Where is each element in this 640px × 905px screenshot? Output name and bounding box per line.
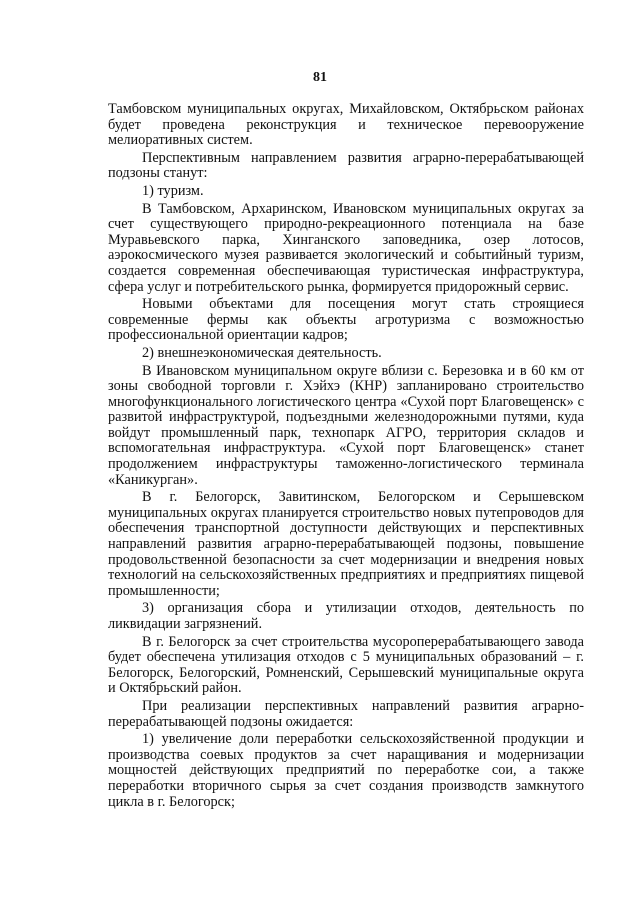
paragraph-11: При реализации перспективных направлений развития аграрно-перерабатывающей подзоны ожидается: (108, 697, 584, 730)
page-number: 81 (313, 70, 327, 85)
paragraph-12: 1) увеличение доли переработки сельскохозяйственной продукции и производства соевых продуктов за счет наращивания и модернизации мощностей действующих предприятий по переработке сои, а также переработки вторичного сырья за счет создания производств замкнутого цикла в г. Белогорск; (108, 731, 584, 810)
paragraph-4: В Тамбовском, Архаринском, Ивановском муниципальных округах за счет существующего природно-рекреационного потенциала на базе Муравьевского парка, Хинганского заповедника, озер лотосов, аэрокосмического музея развивается экологический и событийный туризм, создается современная обеспечивающая туристическая инфраструктура, сфера услуг и потребительского рынка, формируется придорожный сервис. (108, 200, 584, 295)
paragraph-1: Тамбовском муниципальных округах, Михайловском, Октябрьском районах будет проведена реконструкция и техническое перевооружение мелиоративных систем. (108, 101, 584, 149)
paragraph-6: 2) внешнеэкономическая деятельность. (142, 344, 382, 361)
paragraph-10: В г. Белогорск за счет строительства мусороперерабатывающего завода будет обеспечена утилизация отходов с 5 муниципальных образований – г. Белогорск, Белогорский, Ромненский, Серышевский муниципальные округа и Октябрьский район. (108, 633, 584, 697)
paragraph-7: В Ивановском муниципальном округе вблизи с. Березовка и в 60 км от зоны свободной торговли г. Хэйхэ (КНР) запланировано строительство многофункционального логистического центра «Сухой порт Благовещенск» с развитой инфраструктурой, подъездными железнодорожными путями, куда войдут промышленный парк, технопарк АГРО, территория складов и вспомогательная инфраструктура. «Сухой порт Благовещенск» станет продолжением инфраструктуры таможенно-логистического терминала «Каникурган». (108, 362, 584, 488)
paragraph-2: Перспективным направлением развития аграрно-перерабатывающей подзоны станут: (108, 149, 584, 182)
paragraph-3: 1) туризм. (142, 182, 204, 199)
document-body (108, 102, 584, 810)
paragraph-8: В г. Белогорск, Завитинском, Белогорском и Серышевском муниципальных округах планируется строительство новых путепроводов для обеспечения транспортной доступности действующих и перспективных направлений развития аграрно-перерабатывающей подзоны, повышение продовольственной безопасности за счет модернизации и внедрения новых технологий на сельскохозяйственных предприятиях и предприятиях пищевой промышленности; (108, 489, 584, 599)
paragraph-5: Новыми объектами для посещения могут стать строящиеся современные фермы как объекты агротуризма с возможностью профессиональной ориентации кадров; (108, 296, 584, 344)
paragraph-9: 3) организация сбора и утилизации отходов, деятельность по ликвидации загрязнений. (108, 600, 584, 632)
